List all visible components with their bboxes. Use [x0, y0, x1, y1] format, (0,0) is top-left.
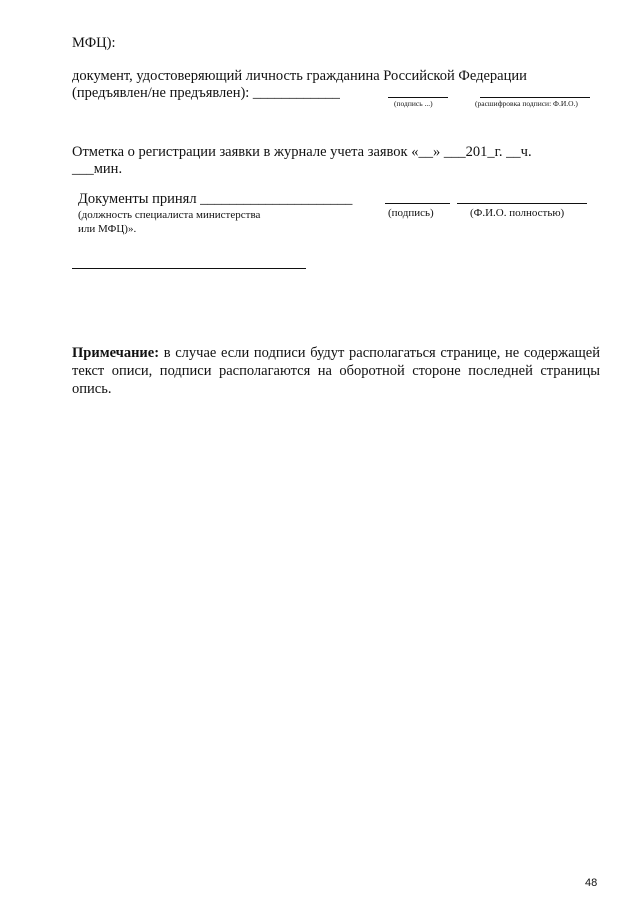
identity-document-line: документ, удостоверяющий личность гражданина Российской Федерации: [72, 68, 527, 84]
registration-minutes-line: ___мин.: [72, 161, 123, 177]
signature-caption: (подпись): [388, 207, 434, 219]
note-paragraph: [72, 344, 600, 398]
note-label: Примечание:: [72, 345, 160, 361]
registration-mark-line: Отметка о регистрации заявки в журнале учета заявок «__» ___201_г. __ч.: [72, 144, 532, 160]
full-name-underline: [457, 203, 587, 204]
signature-caption-small: (подпись ...): [394, 99, 433, 108]
decode-caption-small: (расшифровка подписи: Ф.И.О.): [475, 99, 578, 108]
full-name-caption: (Ф.И.О. полностью): [470, 207, 565, 219]
signature-underline-small: [388, 97, 448, 98]
position-caption-2: или МФЦ)».: [78, 223, 137, 235]
page-number: 48: [585, 877, 598, 889]
separator-line: [72, 268, 306, 269]
note-text: в случае если подписи будут располагаться странице, не содержащей текст описи, подписи располагаются на оборотной стороне последней страницы опись.: [72, 345, 600, 397]
position-caption-1: (должность специалиста министерства: [78, 209, 261, 221]
identity-presented-line: (предъявлен/не предъявлен): ____________: [72, 85, 340, 101]
signature-underline: [385, 203, 450, 204]
decode-underline-small: [480, 97, 590, 98]
documents-accepted-line: Документы принял _____________________: [78, 191, 353, 207]
mfc-line: МФЦ):: [72, 35, 116, 51]
